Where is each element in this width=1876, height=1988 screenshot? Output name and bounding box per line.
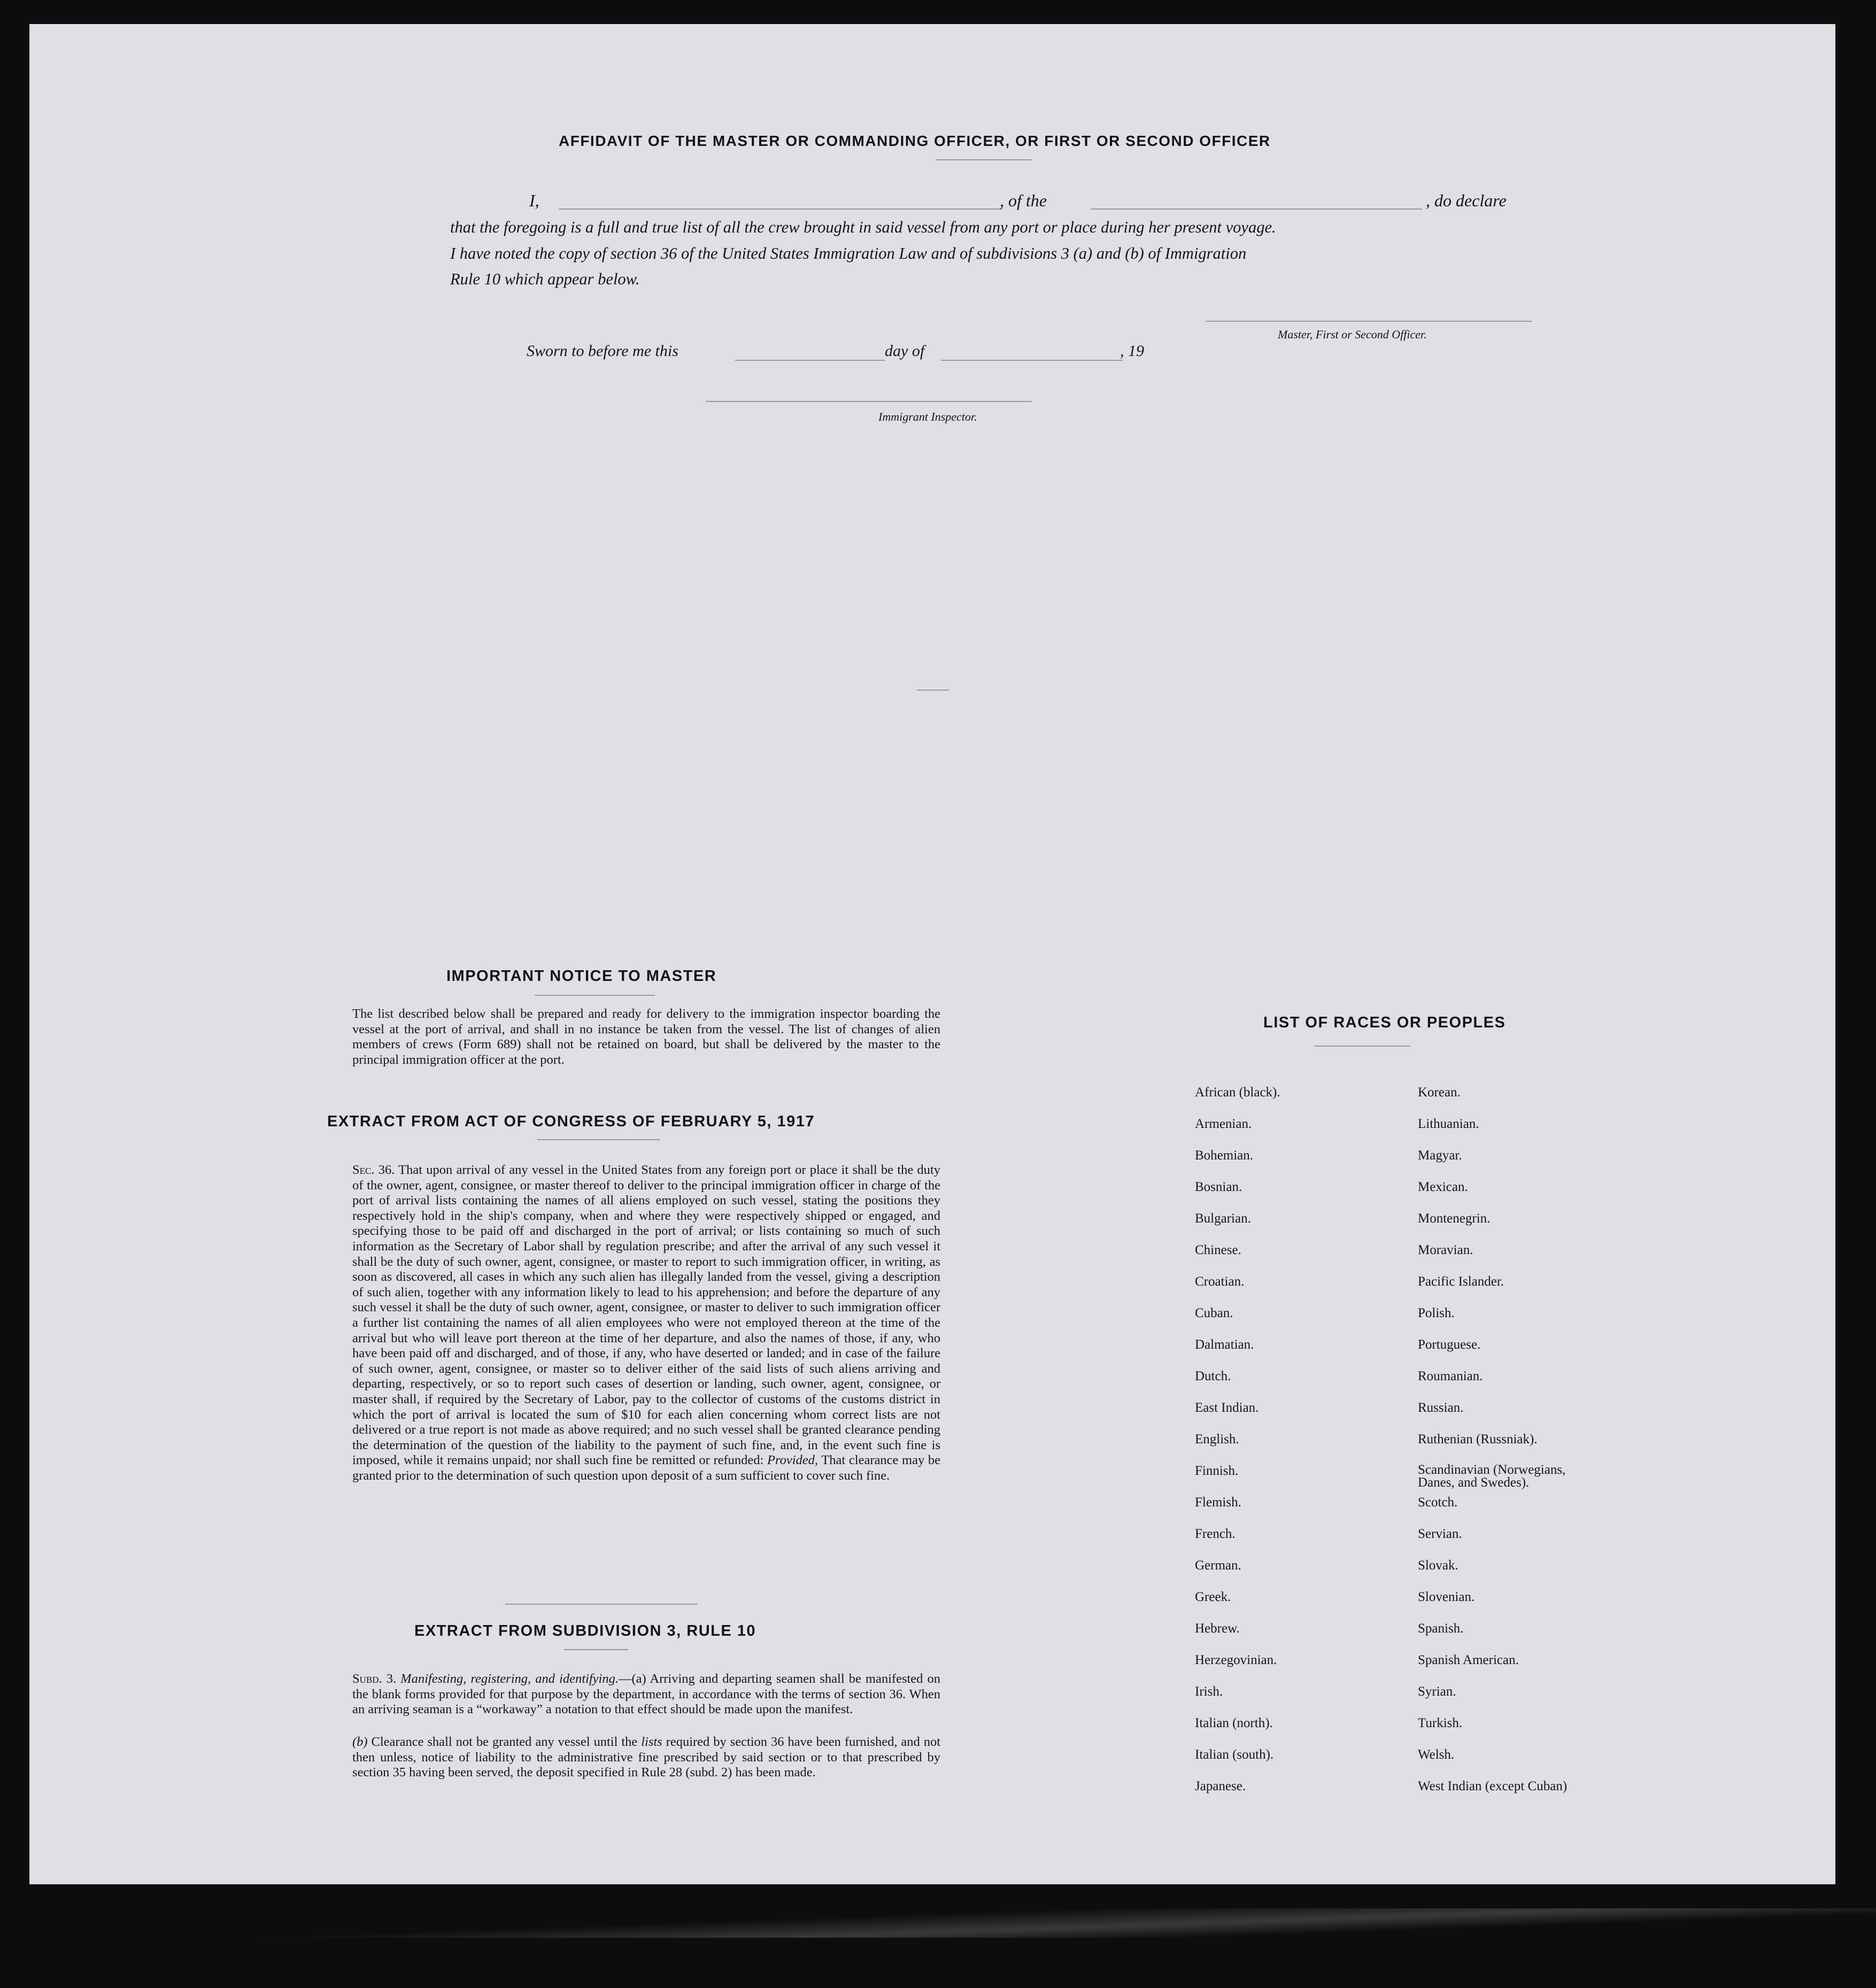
vessel-blank-line[interactable] — [1091, 208, 1422, 210]
act-extract-text — [307, 1163, 940, 1483]
affidavit-i: I, — [529, 191, 539, 210]
race-item: West Indian (except Cuban) — [1418, 1779, 1568, 1793]
inspector-signature-line[interactable] — [706, 401, 1032, 402]
divider — [936, 159, 1032, 160]
year-prefix: , 19 — [1120, 342, 1144, 360]
race-item: Bosnian. — [1195, 1180, 1242, 1194]
inspector-label: Immigrant Inspector. — [878, 410, 977, 423]
divider — [917, 690, 949, 691]
race-item: Pacific Islander. — [1418, 1274, 1504, 1289]
scan-edge-streak — [0, 1908, 1876, 1938]
race-item: Flemish. — [1195, 1495, 1241, 1510]
affidavit-line-4: Rule 10 which appear below. — [450, 270, 640, 288]
race-item: Dutch. — [1195, 1369, 1231, 1383]
sworn-month-blank[interactable] — [941, 360, 1123, 361]
divider — [1314, 1046, 1410, 1047]
race-item: Ruthenian (Russniak). — [1418, 1432, 1538, 1446]
race-item: Bulgarian. — [1195, 1211, 1251, 1226]
act-text-a: That upon arrival of any vessel in the United States from any foreign port or place it shall be the duty of the owner, agent, consignee, or master thereof to deliver to the principal immigration officer in charge of the port of arrival lists containing the names of all aliens employed on such vessel, stating the positions they respectively hold in the ship's company, when and where they were respectively shipped or engaged, and specifying those to be paid off and discharged in the port of arrival; or lists containing so much of such information as the Secretary of Labor shall by regulation prescribe; and after the arrival of any such vessel it shall be the duty of such owner, agent, consignee, or master to report to such immigration officer, in writing, as soon as discovered, all cases in which any such alien has illegally landed from the vessel, giving a description of such alien, together with any information likely to lead to his apprehension; and before the departure of any such vessel it shall be the duty of such owner, agent, consignee, or master to deliver to such immigration officer a further list containing the names of all alien employees who were not employed thereon at the time of the arrival but who will leave port thereon at the time of her departure, and also the names of those, if any, who have been paid off and discharged, and of those, if any, who have deserted or landed; and in case of the failure of such owner, agent, consignee, or master so to deliver either of the said lists of such aliens arriving and departing, respectively, or so to report such cases of desertion or landing, such owner, agent, consignee, or master shall, if required by the Secretary of Labor, pay to the collector of customs of the customs district in which the port of arrival is located the sum of $10 for each alien concerning whom correct lists are not delivered or a true report is not made as above required; and no such vessel shall be granted clearance pending the determination of the question of the liability to the payment of such fine, and, in the event such fine is imposed, while it remains unpaid; nor shall such fine be remitted or refunded: — [352, 1163, 940, 1468]
race-item: African (black). — [1195, 1085, 1280, 1100]
divider — [537, 1139, 660, 1140]
subd-title: Manifesting, registering, and identifying. — [400, 1672, 619, 1686]
race-item: Slovenian. — [1418, 1590, 1475, 1604]
race-item: Roumanian. — [1418, 1369, 1483, 1383]
punch-hole — [1839, 580, 1863, 612]
b-label: (b) — [352, 1735, 368, 1749]
rule-extract-a — [307, 1672, 940, 1718]
race-item: Spanish American. — [1418, 1653, 1519, 1667]
divider — [505, 1604, 698, 1605]
sec-label: Sec. 36. — [352, 1163, 395, 1177]
subd-label: Subd. 3. — [352, 1672, 397, 1686]
race-item: Korean. — [1418, 1085, 1461, 1100]
race-item: East Indian. — [1195, 1401, 1259, 1415]
divider — [535, 995, 655, 996]
race-item: Croatian. — [1195, 1274, 1245, 1289]
notice-title: IMPORTANT NOTICE TO MASTER — [446, 968, 717, 985]
race-item: Irish. — [1195, 1684, 1223, 1699]
race-item: Slovak. — [1418, 1558, 1458, 1573]
race-item: Servian. — [1418, 1527, 1462, 1541]
race-item: German. — [1195, 1558, 1241, 1573]
race-item: Scandinavian (Norwegians, Danes, and Swedes). — [1418, 1463, 1566, 1490]
race-item: Hebrew. — [1195, 1621, 1240, 1636]
race-item: Montenegrin. — [1418, 1211, 1491, 1226]
race-item: Chinese. — [1195, 1243, 1241, 1257]
provided-word: Provided, — [767, 1453, 819, 1468]
race-item: Cuban. — [1195, 1306, 1233, 1320]
race-item: French. — [1195, 1527, 1236, 1541]
race-item: Bohemian. — [1195, 1148, 1254, 1163]
race-item: Moravian. — [1418, 1243, 1473, 1257]
b-text-2: required by section 36 have been furnished, and not then unless, notice of liability to the administrative fine prescribed by said section or to that prescribed by section 35 having been served, the deposit specified in Rule 28 (subd. 2) has been made. — [352, 1735, 941, 1780]
affidavit-of-the: , of the — [1000, 191, 1047, 210]
signature-label: Master, First or Second Officer. — [1278, 328, 1427, 341]
a-label: —(a) — [618, 1672, 646, 1686]
act-text-b: That clearance may be granted prior to the determination of such question upon deposit of a sum sufficient to cover such fine. — [352, 1453, 941, 1483]
race-item: Russian. — [1418, 1401, 1464, 1415]
divider — [564, 1649, 628, 1650]
document-page — [29, 24, 1835, 1884]
race-item: English. — [1195, 1432, 1239, 1446]
rule-extract-b — [307, 1735, 940, 1781]
b-text-1: Clearance shall not be granted any vessel until the — [371, 1735, 638, 1749]
rule-extract-title: EXTRACT FROM SUBDIVISION 3, RULE 10 — [414, 1622, 756, 1639]
a-text: Arriving and departing seamen shall be manifested on the blank forms provided for that purpose by the department, in accordance with the terms of section 36. When an arriving seaman is a “workaway” a notation to that effect should be made upon the manifest. — [352, 1672, 940, 1717]
signature-line[interactable] — [1206, 321, 1532, 322]
race-item: Turkish. — [1418, 1716, 1463, 1730]
affidavit-declare: , do declare — [1426, 191, 1507, 210]
race-item: Mexican. — [1418, 1180, 1468, 1194]
race-item: Lithuanian. — [1418, 1117, 1479, 1131]
punch-hole — [1839, 221, 1863, 253]
act-extract-title: EXTRACT FROM ACT OF CONGRESS OF FEBRUARY 5, 1917 — [327, 1113, 815, 1130]
race-item: Welsh. — [1418, 1747, 1455, 1762]
punch-hole — [1839, 1575, 1863, 1607]
race-item: Japanese. — [1195, 1779, 1246, 1793]
race-item: Herzegovinian. — [1195, 1653, 1277, 1667]
race-item: Dalmatian. — [1195, 1337, 1254, 1352]
sworn-label: Sworn to before me this — [527, 342, 678, 360]
race-item: Armenian. — [1195, 1117, 1252, 1131]
name-blank-line[interactable] — [559, 208, 1002, 210]
punch-hole — [1839, 671, 1863, 703]
race-item: Italian (south). — [1195, 1747, 1274, 1762]
race-item: Greek. — [1195, 1590, 1231, 1604]
punch-hole — [1839, 355, 1863, 388]
affidavit-line-3: I have noted the copy of section 36 of the United States Immigration Law and of subdivisions 3 (a) and (b) of Immigration — [450, 244, 1247, 262]
race-item: Italian (north). — [1195, 1716, 1273, 1730]
race-item: Finnish. — [1195, 1464, 1239, 1478]
races-right-column — [1418, 1085, 1674, 1811]
day-of-label: day of — [885, 342, 925, 360]
b-lists-word: lists — [641, 1735, 662, 1749]
races-title: LIST OF RACES OR PEOPLES — [1263, 1014, 1506, 1031]
affidavit-title: AFFIDAVIT OF THE MASTER OR COMMANDING OFFICER, OR FIRST OR SECOND OFFICER — [559, 133, 1271, 149]
race-item: Spanish. — [1418, 1621, 1464, 1636]
races-left-column — [1195, 1085, 1419, 1811]
punch-hole — [1839, 1661, 1863, 1693]
race-item: Scotch. — [1418, 1495, 1458, 1510]
race-item: Portuguese. — [1418, 1337, 1481, 1352]
race-item: Magyar. — [1418, 1148, 1462, 1163]
notice-text: The list described below shall be prepared and ready for delivery to the immigration inspector boarding the vessel at the port of arrival, and shall in no instance be taken from the vessel. The list of changes of alien members of crews (Form 689) shall not be retained on board, but shall be delivered by the master to the principal immigration officer at the port. — [352, 1007, 940, 1067]
affidavit-line-2: that the foregoing is a full and true list of all the crew brought in said vessel from any port or place during her present voyage. — [450, 218, 1276, 236]
punch-hole — [1839, 1199, 1863, 1231]
race-item: Syrian. — [1418, 1684, 1456, 1699]
race-item: Polish. — [1418, 1306, 1455, 1320]
punch-hole — [1839, 1278, 1863, 1310]
sworn-day-blank[interactable] — [735, 360, 885, 361]
